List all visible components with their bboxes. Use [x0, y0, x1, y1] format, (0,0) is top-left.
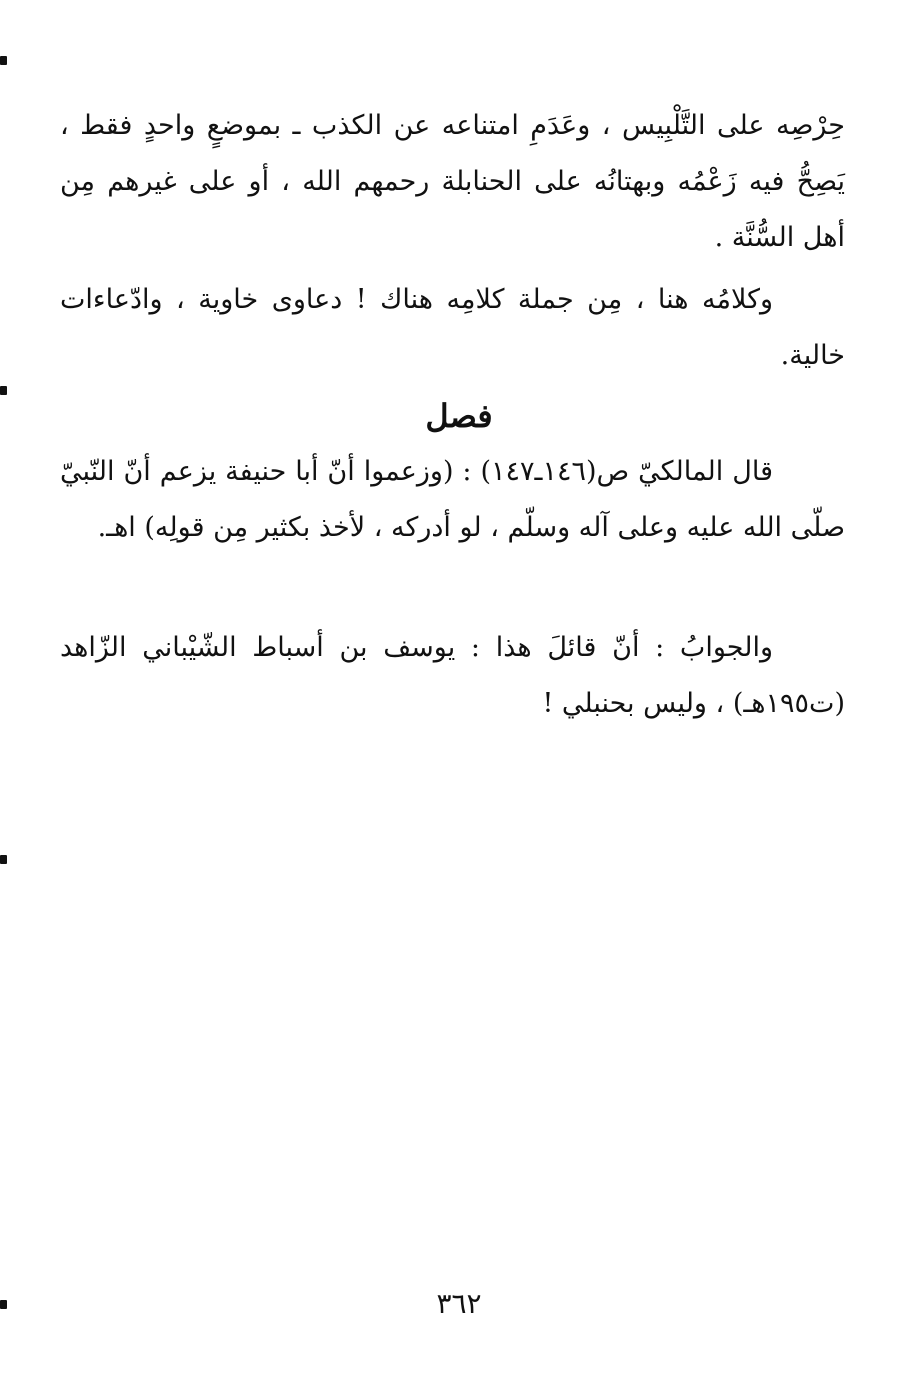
margin-mark: [0, 56, 7, 65]
page-number: ٣٦٢: [436, 1287, 482, 1320]
paragraph-3: قال المالكيّ ص(١٤٦ـ١٤٧) : (وزعموا أنّ أبا حنيفة يزعم أنّ النّبيّ صلّى الله عليه وعلى آله وسلّم ، لو أدركه ، لأخذ بكثير مِن قولِه) اهـ.: [60, 456, 845, 543]
paragraph-2: وكلامُه هنا ، مِن جملة كلامِه هناك ! دعاوى خاوية ، وادّعاءات خالية.: [60, 284, 845, 371]
margin-mark: [0, 855, 7, 864]
paragraph-1: حِرْصِه على التَّلْبِيس ، وعَدَمِ امتناعه عن الكذب ـ بموضعٍ واحدٍ فقط ، يَصِحُّ فيه زَعْمُه وبهتانُه على الحنابلة رحمهم الله ، أو على غيرهم مِن أهل السُّنَّة .: [60, 110, 845, 253]
paragraph-4: والجوابُ : أنّ قائلَ هذا : يوسف بن أسباط الشّيْباني الزّاهد (ت١٩٥هـ) ، وليس بحنبلي !: [60, 632, 845, 719]
section-heading: فصل: [425, 397, 493, 435]
